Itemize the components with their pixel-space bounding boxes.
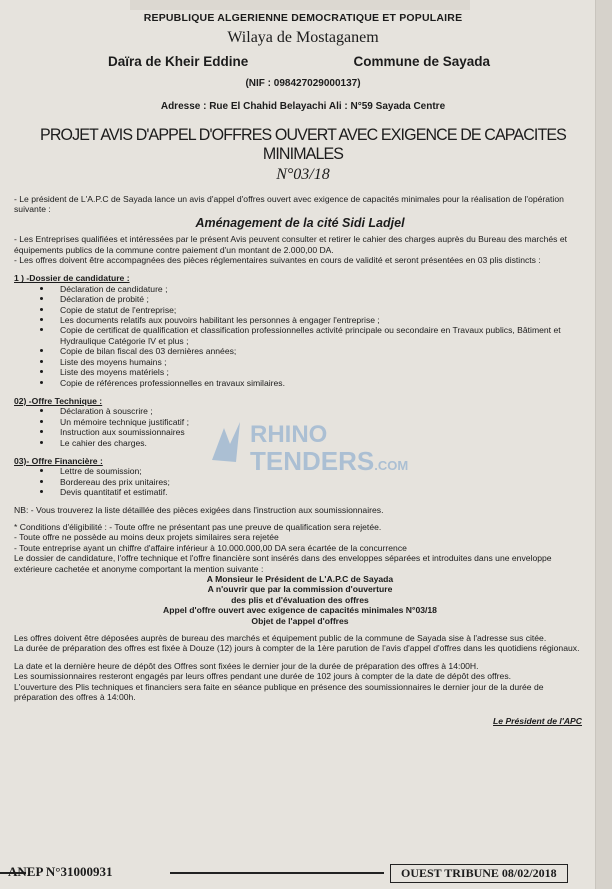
eligibility-line: - Toute offre ne possède au moins deux projets similaires sera rejetée — [14, 532, 279, 543]
daira-name: Daïra de Kheir Eddine — [108, 54, 249, 69]
list-item: Copie de certificat de qualification et classification professionnelles activité principale ou secondaire en Travaux publics, Bâtiment et Hydraulique Catégorie IV et plus ; — [52, 325, 586, 346]
intro-text: - Le président de L'A.P.C de Sayada lance un avis d'appel d'offres ouvert avec exigence de capacités minimales pour la réalisation de l'opération suivante : — [14, 194, 564, 215]
technique-list — [14, 406, 586, 448]
section-title-candidature: 1 ) -Dossier de candidature : — [14, 273, 130, 284]
paragraph: - Les offres doivent être accompagnées des pièces réglementaires suivantes en cours de validité et seront présentées en 03 plis distincts : — [14, 255, 541, 266]
paragraph: - Les Entreprises qualifiées et intéressées par le présent Avis peuvent consulter et retirer le cahier des charges auprès du Bureau des marchés et équipements publics de la commune contre paiement d'un montant de 2.000,00 DA. — [14, 234, 568, 255]
closing-paragraph: La date et la dernière heure de dépôt des Offres sont fixées le dernier jour de la durée de préparation des offres à 14:00H. — [14, 660, 479, 671]
list-item: Liste des moyens matériels ; — [52, 367, 586, 377]
tender-notice — [8, 4, 598, 860]
watermark-top: RHINO — [250, 421, 328, 448]
operation-subject: Aménagement de la cité Sidi Ladjel — [195, 215, 405, 230]
closing-paragraph: La durée de préparation des offres est fixée à Douze (12) jours à compter de la 1ère parution de l'avis d'appel d'offres dans les quotidiens régionaux. — [14, 643, 580, 654]
financiere-list — [14, 466, 586, 497]
notice-number: N°03/18 — [276, 166, 330, 183]
list-item: Le cahier des charges. — [52, 438, 586, 448]
list-item: Lettre de soumission; — [52, 466, 586, 476]
list-item: Un mémoire technique justificatif ; — [52, 417, 586, 427]
list-item: Devis quantitatif et estimatif. — [52, 487, 586, 497]
daira-commune-row — [8, 54, 598, 69]
nif-number: (NIF : 098427029000137) — [245, 78, 361, 89]
signature: Le Président de l'APC — [493, 716, 582, 727]
list-item: Déclaration à souscrire ; — [52, 406, 586, 416]
eligibility-line: * Conditions d'éligibilité : - Toute offre ne présentant pas une preuve de qualification sera rejetée. — [14, 521, 382, 532]
list-item: Copie de bilan fiscal des 03 dernières années; — [52, 346, 586, 356]
list-item: Liste des moyens humains ; — [52, 357, 586, 367]
envelope-line: Appel d'offre ouvert avec exigence de capacités minimales N°03/18 — [163, 605, 437, 616]
closing-paragraph: L'ouverture des Plis techniques et financiers sera faite en séance publique en présence des soumissionnaires le dernier jour de la durée de préparation des offres à 14:00h. — [14, 681, 544, 703]
envelope-line: Objet de l'appel d'offres — [251, 615, 349, 626]
wilaya-header: Wilaya de Mostaganem — [227, 29, 379, 46]
section-title-technique: 02) -Offre Technique : — [14, 395, 103, 406]
nb-note: NB: - Vous trouverez la liste détaillée des pièces exigées dans l'instruction aux soumissionnaires. — [14, 504, 384, 515]
envelope-line: des plis et d'évaluation des offres — [231, 594, 369, 605]
list-item: Les documents relatifs aux pouvoirs habilitant les personnes à engager l'entreprise ; — [52, 315, 586, 325]
page-footer — [0, 862, 612, 889]
list-item: Déclaration de candidature ; — [52, 284, 586, 294]
anep-number: ANEP N°31000931 — [8, 864, 113, 879]
envelope-line: A Monsieur le Président de L'A.P.C de Sayada — [206, 574, 394, 584]
watermark-bottom: TENDERS.COM — [250, 446, 409, 476]
eligibility-line: - Toute entreprise ayant un chiffre d'affaire inférieur à 10.000.000,00 DA sera écartée de la concurrence — [14, 542, 407, 553]
address: Adresse : Rue El Chahid Belayachi Ali : N°59 Sayada Centre — [160, 101, 446, 112]
newspaper-name-date: OUEST TRIBUNE 08/02/2018 — [390, 864, 568, 883]
list-item: Bordereau des prix unitaires; — [52, 477, 586, 487]
closing-paragraph: Les offres doivent être déposées auprès de bureau des marchés et équipement public de la commune de Sayada sise à l'adresse sus citée. — [14, 633, 547, 644]
list-item: Déclaration de probité ; — [52, 294, 586, 304]
notice-title: PROJET AVIS D'APPEL D'OFFRES OUVERT AVEC EXIGENCE DE CAPACITES MINIMALES — [40, 126, 566, 163]
envelope-mention — [14, 574, 586, 626]
list-item: Copie de références professionnelles en travaux similaires. — [52, 378, 586, 388]
eligibility-line: Le dossier de candidature, l'offre technique et l'offre financière sont insérés dans des enveloppes séparées et introduites dans une enveloppe extérieure cachetée et anonyme comportant la mention suivante : — [14, 553, 552, 574]
commune-name: Commune de Sayada — [353, 54, 490, 69]
closing-paragraph: Les soumissionnaires resteront engagés par leurs offres pendant une durée de 102 jours à compter de la date de dépôt des offres. — [14, 671, 512, 682]
republic-header: REPUBLIQUE ALGERIENNE DEMOCRATIQUE ET POPULAIRE — [143, 12, 463, 24]
list-item: Copie de statut de l'entreprise; — [52, 305, 586, 315]
envelope-line: A n'ouvrir que par la commission d'ouverture — [207, 584, 393, 595]
candidature-list — [14, 284, 586, 388]
list-item: Instruction aux soumissionnaires — [52, 427, 586, 437]
section-title-financiere: 03)- Offre Financière : — [14, 455, 103, 466]
notice-body — [8, 194, 598, 727]
